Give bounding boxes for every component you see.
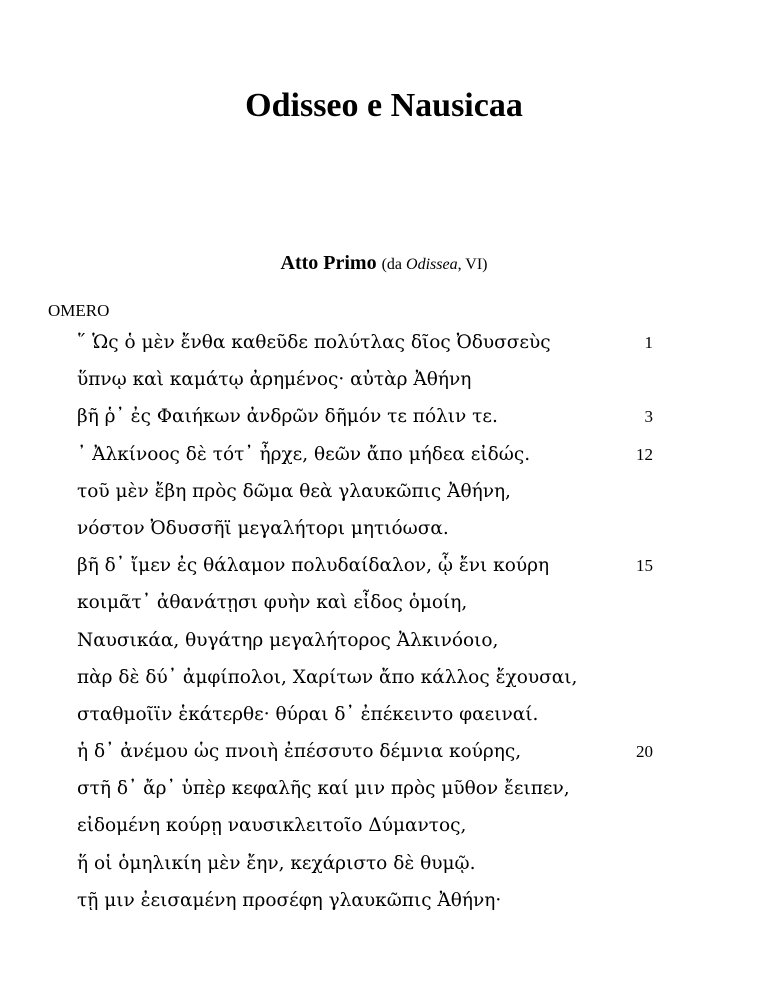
- verse-line: [77, 367, 697, 404]
- verse-text: ᾽ Ἀλκίνοος δὲ τότ᾽ ἦρχε, θεῶν ἄπο μήδεα εἰδώς.: [77, 443, 531, 465]
- verse-text: Ναυσικάα, θυγάτηρ μεγαλήτορος Ἀλκινόοιο,: [77, 629, 499, 651]
- act-source-open: (da: [381, 256, 407, 273]
- verse-text: νόστον Ὀδυσσῆϊ μεγαλήτορι μητιόωσα.: [77, 517, 449, 539]
- verse-text: ὕπνῳ καὶ καμάτῳ ἀρημένος· αὐτὰρ Ἀθήνη: [77, 369, 472, 391]
- verse-number: 20: [636, 742, 653, 762]
- poem-verses: [77, 330, 697, 925]
- document-title: Odisseo e Nausicaa: [245, 87, 523, 124]
- verse-text: πὰρ δὲ δύ᾽ ἀμφίπολοι, Χαρίτων ἄπο κάλλος ἔχουσαι,: [77, 666, 578, 688]
- verse-number: 12: [636, 444, 653, 464]
- verse-line: [77, 665, 697, 702]
- verse-number: 15: [636, 556, 653, 576]
- verse-text: βῆ ῥ᾽ ἐς Φαιήκων ἀνδρῶν δῆμόν τε πόλιν τε.: [77, 406, 498, 428]
- verse-line: [77, 851, 697, 888]
- verse-number: 1: [644, 333, 653, 352]
- verse-line: [77, 442, 697, 479]
- verse-line: [77, 330, 697, 367]
- act-source: [382, 256, 488, 273]
- verse-line: [77, 516, 697, 553]
- author-name: OMERO: [48, 301, 110, 320]
- verse-line: [77, 739, 697, 776]
- verse-text: βῆ δ᾽ ἴμεν ἐς θάλαμον πολυδαίδαλον, ᾧ ἔνι κούρη: [77, 555, 550, 577]
- verse-line: [77, 813, 697, 850]
- verse-line: [77, 628, 697, 665]
- verse-line: [77, 590, 697, 627]
- act-heading: [0, 250, 768, 278]
- act-title: Atto Primo: [280, 252, 377, 274]
- verse-text: σταθμοῖϊν ἑκάτερθε· θύραι δ᾽ ἐπέκειντο φαειναί.: [77, 703, 539, 725]
- act-source-close: , VI): [457, 256, 488, 273]
- verse-line: [77, 404, 697, 441]
- verse-line: [77, 888, 697, 925]
- verse-number: 3: [644, 407, 653, 427]
- act-source-work: Odissea: [406, 256, 458, 273]
- verse-text: κοιμᾶτ᾽ ἀθανάτῃσι φυὴν καὶ εἶδος ὁμοίη,: [77, 592, 468, 614]
- verse-text: στῆ δ᾽ ἄρ᾽ ὑπὲρ κεφαλῆς καί μιν πρὸς μῦθον ἔειπεν,: [77, 778, 570, 800]
- verse-line: [77, 479, 697, 516]
- verse-line: [77, 702, 697, 739]
- verse-text: τοῦ μὲν ἔβη πρὸς δῶμα θεὰ γλαυκῶπις Ἀθήνη,: [77, 480, 511, 502]
- verse-text: ῞ Ὡς ὁ μὲν ἔνθα καθεῦδε πολύτλας δῖος Ὀδυσσεὺς: [77, 332, 551, 353]
- verse-text: τῇ μιν ἐεισαμένη προσέφη γλαυκῶπις Ἀθήνη·: [77, 889, 502, 911]
- verse-text: εἰδομένη κούρῃ ναυσικλειτοῖο Δύμαντος,: [77, 815, 467, 837]
- verse-text: ἡ δ᾽ ἀνέμου ὡς πνοιὴ ἐπέσσυτο δέμνια κούρης,: [77, 741, 522, 763]
- verse-line: [77, 553, 697, 590]
- verse-line: [77, 776, 697, 813]
- verse-text: ἥ οἱ ὁμηλικίη μὲν ἔην, κεχάριστο δὲ θυμῷ.: [77, 852, 476, 874]
